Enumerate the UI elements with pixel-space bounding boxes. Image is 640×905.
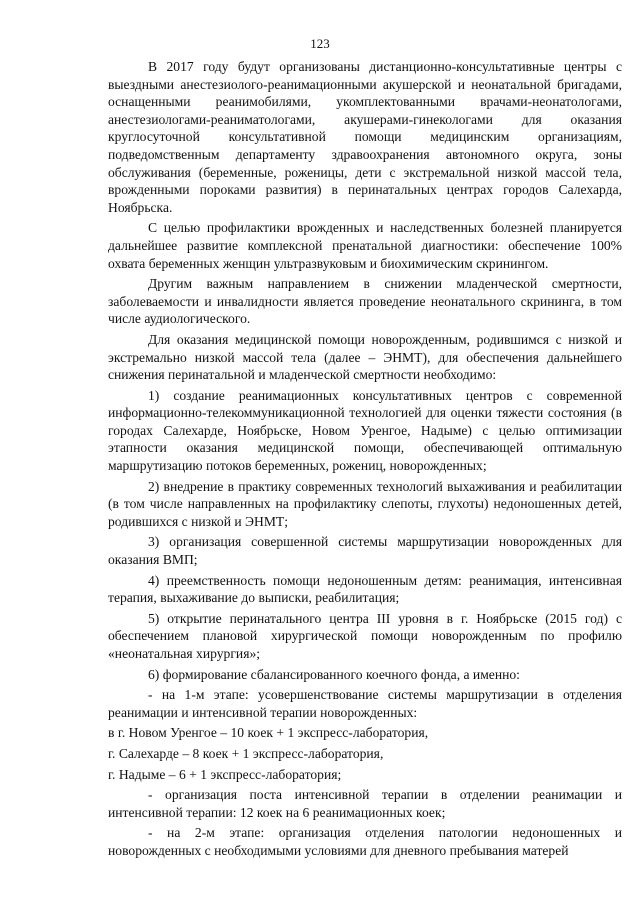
list-item: 4) преемственность помощи недоношенным детям: реанимация, интенсивная терапия, выхаживание до выписки, реабилитация; [108, 572, 622, 606]
list-item: 3) организация совершенной системы маршрутизации новорожденных для оказания ВМП; [108, 534, 622, 568]
sub-list-item: - организация поста интенсивной терапии в отделении реанимации и интенсивной терапии: 12 коек на 6 реанимационных коек; [108, 787, 622, 820]
paragraph: В 2017 году будут организованы дистанционно-консультативные центры с выездными анестезиолого-реанимационными акушерской и неонатальной бригадами, оснащенными реанимобилями, укомплектованными врачами-неонатологами, анестезиологами-реаниматологами, акушерами-гинекологами для оказания круглосуточной консультативной помощи медицинским организациям, подведомственным департаменту здравоохранения автономного округа, зоны обслуживания (беременные, роженицы, дети с экстремальной низкой массой тела, врожденными пороками развития) в перинатальных центрах городов Салехарда, Ноябрьска. [108, 59, 622, 215]
sub-list-item: - на 2-м этапе: организация отделения патологии недоношенных и новорожденных с необходимыми условиями для дневного пребывания матерей [108, 825, 622, 858]
paragraph: Для оказания медицинской помощи новорожденным, родившимся с низкой и экстремально низкой массой тела (далее – ЭНМТ), для обеспечения дальнейшего снижения перинатальной и младенческой смертности необходимо: [108, 331, 622, 383]
bed-count-line: г. Надыме – 6 + 1 экспресс-лаборатория; [108, 766, 342, 782]
list-item: 2) внедрение в практику современных технологий выхаживания и реабилитации (в том числе направленных на профилактику слепоты, глухоты) недоношенных детей, родившихся с низкой и ЭНМТ; [108, 478, 622, 529]
paragraph: С целью профилактики врожденных и наследственных болезней планируется дальнейшее развитие комплексной пренатальной диагностики: обеспечение 100% охвата беременных женщин ультразвуковым и биохимическим скринингом. [108, 220, 622, 271]
document-body [108, 58, 622, 863]
bed-count-line: в г. Новом Уренгое – 10 коек + 1 экспресс-лаборатория, [108, 725, 429, 741]
list-item: 5) открытие перинатального центра III уровня в г. Ноябрьске (2015 год) с обеспечением плановой хирургической помощи новорожденным по профилю «неонатальная хирургия»; [108, 610, 622, 661]
bed-count-line: г. Салехарде – 8 коек + 1 экспресс-лаборатория, [108, 745, 384, 761]
page-number: 123 [310, 36, 330, 51]
sub-list-item: - на 1-м этапе: усовершенствование системы маршрутизации в отделения реанимации и интенсивной терапии новорожденных: [108, 687, 622, 720]
paragraph: Другим важным направлением в снижении младенческой смертности, заболеваемости и инвалидности является проведение неонатального скрининга, в том числе аудиологического. [108, 276, 622, 327]
list-item: 1) создание реанимационных консультативных центров с современной информационно-телекоммуникационной технологией для оценки тяжести состояния (в городах Салехарде, Ноябрьске, Новом Уренгое, Надыме) с целью оптимизации этапности оказания медицинской помощи, обеспечивающей оптимальную маршрутизацию потоков беременных, рожениц, новорожденных; [108, 387, 622, 474]
list-item: 6) формирование сбалансированного коечного фонда, а именно: [148, 666, 520, 682]
